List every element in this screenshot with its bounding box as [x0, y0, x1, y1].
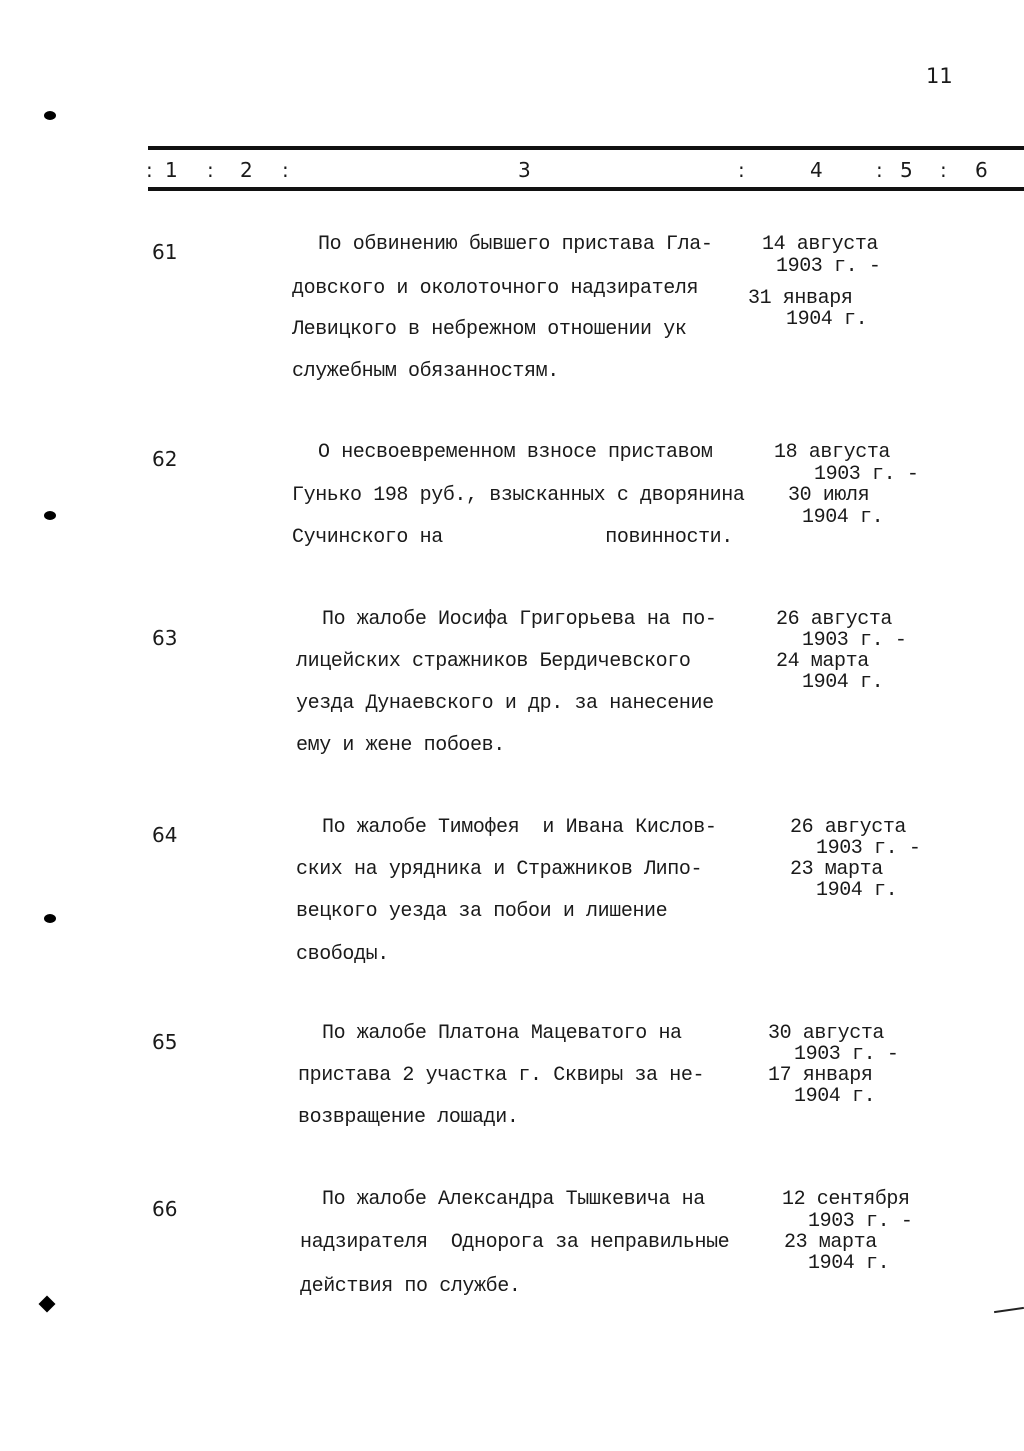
entry-number: 65 [152, 1030, 178, 1054]
date-end-day: 24 марта [776, 650, 869, 673]
column-separator: : [940, 158, 947, 182]
entry-number: 64 [152, 823, 178, 847]
date-start-year: 1903 г. - [808, 1210, 913, 1233]
entry-text-line: служебным обязанностям. [292, 360, 559, 383]
date-start-year: 1903 г. - [802, 629, 907, 652]
date-end-day: 23 марта [790, 858, 883, 881]
date-start-day: 18 августа [774, 441, 891, 464]
column-separator: : [876, 158, 883, 182]
stray-pen-mark [994, 1307, 1024, 1313]
entry-text-line: свободы. [296, 943, 389, 966]
entry-text-line: возвращение лошади. [298, 1106, 519, 1129]
column-header-4: 4 [810, 158, 823, 182]
date-end-year: 1904 г. [808, 1252, 890, 1275]
punch-hole-mark [44, 511, 56, 520]
date-end-year: 1904 г. [786, 308, 868, 331]
column-header-6: 6 [975, 158, 988, 182]
date-start-year: 1903 г. - [794, 1043, 899, 1066]
entry-number: 66 [152, 1197, 178, 1221]
entry-text-line: лицейских стражников Бердичевского [296, 650, 691, 673]
column-separator: : [282, 158, 289, 182]
entry-text-line: По обвинению бывшего пристава Гла- [318, 233, 713, 256]
entry-text-line: надзирателя Однорога за неправильные [300, 1231, 730, 1254]
column-header-2: 2 [240, 158, 253, 182]
date-start-year: 1903 г. - [816, 837, 921, 860]
page-number: 11 [926, 64, 953, 88]
entry-text-line: пристава 2 участка г. Сквиры за не- [298, 1064, 705, 1087]
entry-text-line: ему и жене побоев. [296, 734, 505, 757]
entry-text-line: По жалобе Тимофея и Ивана Кислов- [322, 816, 717, 839]
entry-number: 61 [152, 240, 178, 264]
entry-text-line: Гунько 198 руб., взысканных с дворянина [292, 484, 745, 507]
column-header-1: 1 [165, 158, 178, 182]
date-end-year: 1904 г. [802, 506, 884, 529]
column-separator: : [146, 158, 153, 182]
entry-text-line: уезда Дунаевского и др. за нанесение [296, 692, 714, 715]
entry-text-line: По жалобе Иосифа Григорьева на по- [322, 608, 717, 631]
punch-hole-mark [44, 111, 56, 120]
column-separator: : [738, 158, 745, 182]
date-start-year: 1903 г. - [776, 255, 881, 278]
entry-text-line: довского и околоточного надзирателя [292, 277, 699, 300]
entry-text-line: вецкого уезда за побои и лишение [296, 900, 668, 923]
date-start-day: 14 августа [762, 233, 879, 256]
date-end-year: 1904 г. [802, 671, 884, 694]
date-start-day: 26 августа [776, 608, 893, 631]
date-end-day: 17 января [768, 1064, 873, 1087]
header-rule-top [148, 146, 1024, 150]
entry-text-line: Левицкого в небрежном отношении ук [292, 318, 687, 341]
date-end-day: 23 марта [784, 1231, 877, 1254]
date-start-year: 1903 г. - [814, 463, 919, 486]
date-end-year: 1904 г. [794, 1085, 876, 1108]
column-separator: : [207, 158, 214, 182]
entry-text-line: О несвоевременном взносе приставом [318, 441, 713, 464]
date-start-day: 26 августа [790, 816, 907, 839]
entry-number: 62 [152, 447, 178, 471]
punch-hole-mark [44, 914, 56, 923]
entry-text-line: Сучинского на повинности. [292, 526, 733, 549]
date-start-day: 12 сентября [782, 1188, 910, 1211]
date-end-day: 31 января [748, 287, 853, 310]
entry-text-line: действия по службе. [300, 1275, 521, 1298]
entry-text-line: По жалобе Платона Мацеватого на [322, 1022, 682, 1045]
entry-text-line: По жалобе Александра Тышкевича на [322, 1188, 705, 1211]
header-rule-bottom [148, 187, 1024, 191]
date-end-year: 1904 г. [816, 879, 898, 902]
column-header-3: 3 [518, 158, 531, 182]
entry-text-line: ских на урядника и Стражников Липо- [296, 858, 703, 881]
punch-hole-mark [39, 1296, 56, 1313]
column-header-5: 5 [900, 158, 913, 182]
date-start-day: 30 августа [768, 1022, 885, 1045]
date-end-day: 30 июля [788, 484, 870, 507]
entry-number: 63 [152, 626, 178, 650]
